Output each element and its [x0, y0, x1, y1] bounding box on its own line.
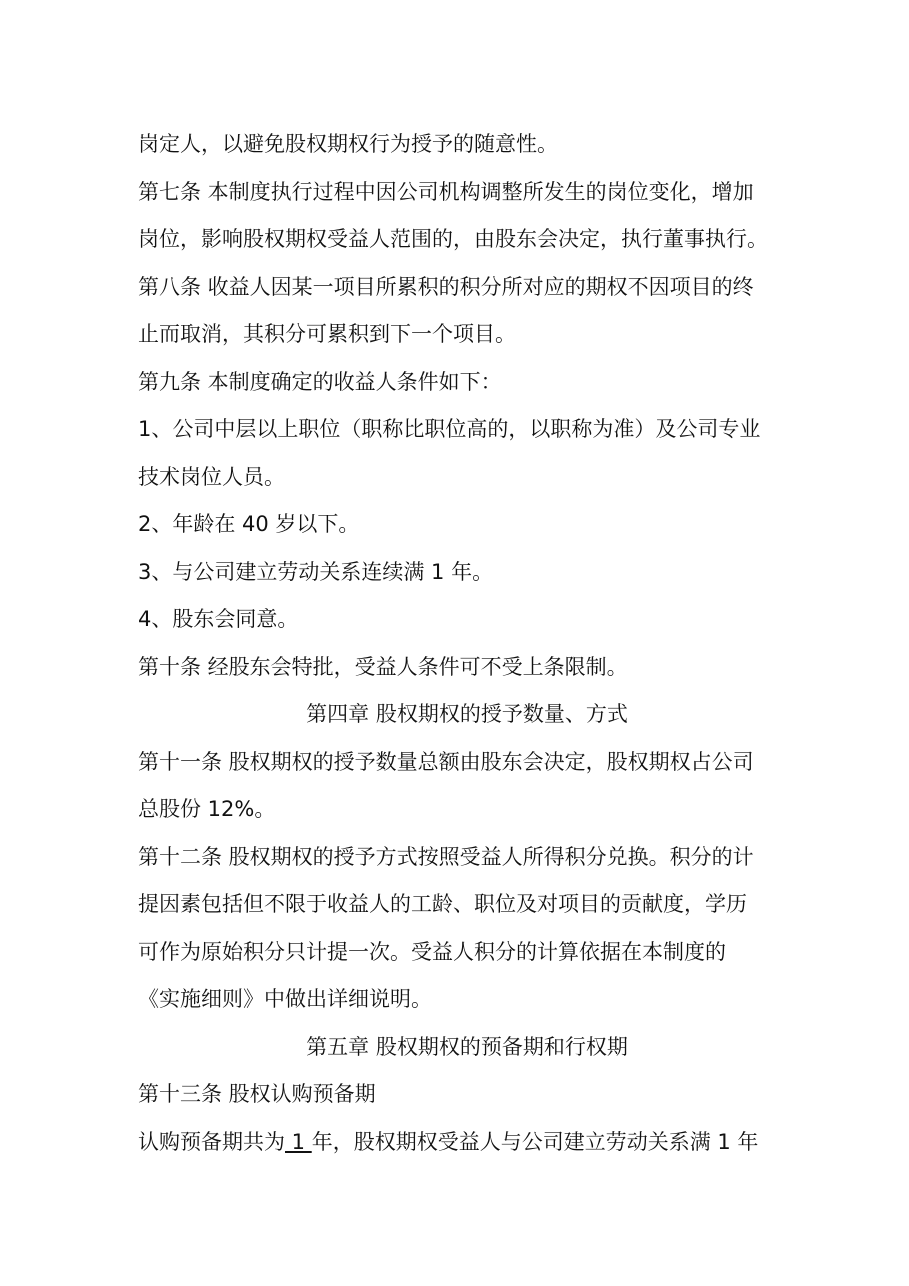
- text-fragment: 年，股权期权受益人与公司建立劳动关系满 1 年: [311, 1129, 759, 1154]
- paragraph-line: 第十条 经股东会特批，受益人条件可不受上条限制。: [138, 654, 628, 679]
- paragraph-line: 第八条 收益人因某一项目所累积的积分所对应的期权不因项目的终: [138, 274, 754, 299]
- paragraph-line: 第十一条 股权期权的授予数量总额由股东会决定，股权期权占公司: [138, 749, 754, 774]
- paragraph-line: 3、与公司建立劳动关系连续满 1 年。: [138, 559, 494, 584]
- text-fragment: 认购预备期共为: [138, 1129, 285, 1154]
- paragraph-line: 《实施细则》中做出详细说明。: [138, 987, 432, 1011]
- underlined-value: 1: [285, 1129, 312, 1154]
- paragraph-line: 第七条 本制度执行过程中因公司机构调整所发生的岗位变化，增加: [138, 179, 754, 204]
- paragraph-line: 岗位，影响股权期权受益人范围的，由股东会决定，执行董事执行。: [138, 227, 768, 251]
- paragraph-line: 可作为原始积分只计提一次。受益人积分的计算依据在本制度的: [138, 939, 726, 964]
- paragraph-line: 止而取消，其积分可累积到下一个项目。: [138, 322, 516, 346]
- paragraph-line: 2、年龄在 40 岁以下。: [138, 512, 360, 536]
- paragraph-line-last: [138, 1126, 778, 1174]
- paragraph-line: 岗定人，以避免股权期权行为授予的随意性。: [138, 132, 558, 156]
- paragraph-line: 第十二条 股权期权的授予方式按照受益人所得积分兑换。积分的计: [138, 844, 754, 869]
- paragraph-line: 1、公司中层以上职位（职称比职位高的，以职称为准）及公司专业: [138, 417, 761, 441]
- paragraph-line: 总股份 12%。: [138, 797, 276, 821]
- document-body: [138, 128, 778, 1173]
- paragraph-line: 第九条 本制度确定的收益人条件如下：: [138, 369, 502, 394]
- paragraph-line: 第十三条 股权认购预备期: [138, 1082, 376, 1106]
- paragraph-line: 提因素包括但不限于收益人的工龄、职位及对项目的贡献度，学历: [138, 892, 747, 916]
- chapter-heading: 第五章 股权期权的预备期和行权期: [306, 1034, 628, 1059]
- paragraph-line: 4、股东会同意。: [138, 607, 299, 631]
- chapter-heading: 第四章 股权期权的授予数量、方式: [306, 702, 628, 726]
- paragraph-line: 技术岗位人员。: [138, 464, 285, 489]
